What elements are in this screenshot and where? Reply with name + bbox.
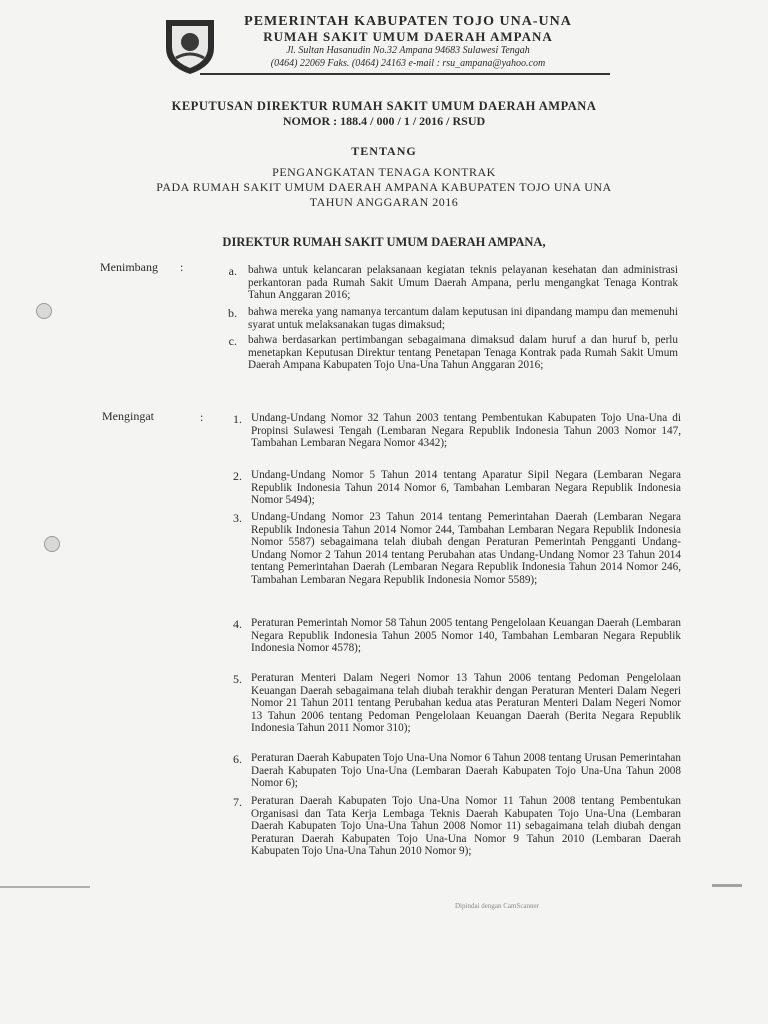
mengingat-item-2-marker: 2. [233, 469, 242, 483]
mengingat-item-3: Undang-Undang Nomor 23 Tahun 2014 tentang Pemerintahan Daerah (Lembaran Negara Republik Indonesia Tahun 2014 Nomor 244, Tambahan Lembaran Negara Republik Indonesia Nomor 5587) sebagaimana telah diubah dengan Peraturan Pemerintah Pengganti Undang-Undang Nomor 2 Tahun 2014 tentang Perubahan atas Undang-Undang Nomor 23 Tahun 2014 tentang Pemerintahan Daerah (Lembaran Negara Republik Indonesia Tahun 2014 Nomor 246, Tambahan Lembaran Negara Republik Indonesia Nomor 5589); [251, 511, 681, 586]
decree-issuer: DIREKTUR RUMAH SAKIT UMUM DAERAH AMPANA, [222, 235, 546, 249]
mengingat-item-1-marker: 1. [233, 412, 242, 426]
decree-title: KEPUTUSAN DIREKTUR RUMAH SAKIT UMUM DAERAH AMPANA [171, 99, 597, 113]
mengingat-colon: : [200, 410, 204, 424]
mengingat-item-1: Undang-Undang Nomor 32 Tahun 2003 tentang Pembentukan Kabupaten Tojo Una-Una di Propinsi Sulawesi Tengah (Lembaran Negara Republik Indonesia Tahun 2003 Nomor 147, Tambahan Lembaran Negara Nomor 4342); [251, 412, 681, 450]
mengingat-item-7-marker: 7. [233, 795, 242, 809]
scanner-watermark: Dipindai dengan CamScanner [455, 902, 539, 910]
menimbang-colon: : [180, 260, 184, 274]
letterhead-contact: (0464) 22069 Faks. (0464) 24163 e-mail : rsu_ampana@yahoo.com [270, 58, 546, 69]
decree-subject-line1: PENGANGKATAN TENAGA KONTRAK [272, 165, 496, 179]
mengingat-item-7: Peraturan Daerah Kabupaten Tojo Una-Una Nomor 11 Tahun 2008 tentang Pembentukan Organisasi dan Tata Kerja Lembaga Teknis Daerah Kabupaten Tojo Una-Una (Lembaran Daerah Kabupaten Tojo Una-Una Tahun 2008 Nomor 11) sebagaimana telah diubah dengan Peraturan Daerah Kabupaten Tojo Una-Una Nomor 9 Tahun 2010 (Lembaran Daerah Kabupaten Tojo Una-Una Tahun 2010 Nomor 9); [251, 795, 681, 858]
menimbang-item-b: bahwa mereka yang namanya tercantum dalam keputusan ini dipandang mampu dan memenuhi syarat untuk melaksanakan tugas dimaksud; [248, 306, 678, 331]
punch-hole-bottom [44, 536, 60, 552]
mengingat-item-5: Peraturan Menteri Dalam Negeri Nomor 13 Tahun 2006 tentang Pedoman Pengelolaan Keuangan Daerah sebagaimana telah diubah terakhir dengan Peraturan Menteri Dalam Negeri Nomor 21 Tahun 2011 tentang Perubahan kedua atas Peraturan Menteri Dalam Negeri Nomor 13 Tahun 2006 tentang Pedoman Pengelolaan Keuangan Daerah (Berita Negara Republik Indonesia Tahun 2011 Nomor 310); [251, 672, 681, 735]
mengingat-item-2: Undang-Undang Nomor 5 Tahun 2014 tentang Aparatur Sipil Negara (Lembaran Negara Republik Indonesia Tahun 2014 Nomor 6, Tambahan Lembaran Negara Republik Indonesia Nomor 5494); [251, 469, 681, 507]
mengingat-item-6-marker: 6. [233, 752, 242, 766]
letterhead-rule [200, 73, 610, 75]
scan-edge-mark [0, 886, 90, 888]
menimbang-item-c-marker: c. [228, 334, 237, 348]
punch-hole-top [36, 303, 52, 319]
letterhead-hospital: RUMAH SAKIT UMUM DAERAH AMPANA [263, 29, 553, 44]
decree-subject-line2: PADA RUMAH SAKIT UMUM DAERAH AMPANA KABUPATEN TOJO UNA UNA [156, 180, 612, 194]
mengingat-item-6: Peraturan Daerah Kabupaten Tojo Una-Una Nomor 6 Tahun 2008 tentang Urusan Pemerintahan Daerah Kabupaten Tojo Una-Una (Lembaran Daerah Kabupaten Tojo Una-Una Tahun 2008 Nomor 6); [251, 752, 681, 790]
menimbang-item-c: bahwa berdasarkan pertimbangan sebagaimana dimaksud dalam huruf a dan huruf b, perlu menetapkan Keputusan Direktur tentang Penetapan Tenaga Kontrak pada Rumah Sakit Umum Daerah Ampana Kabupaten Tojo Una-Una Tahun Anggaran 2016; [248, 334, 678, 372]
decree-about: TENTANG [351, 144, 417, 158]
mengingat-item-3-marker: 3. [233, 511, 242, 525]
scan-edge-mark-right [712, 884, 742, 887]
menimbang-label: Menimbang [100, 260, 158, 274]
menimbang-item-a: bahwa untuk kelancaran pelaksanaan kegiatan teknis pelayanan kesehatan dan administrasi perkantoran pada Rumah Sakit Umum Daerah Ampana, perlu mengangkat Tenaga Kontrak Tahun Anggaran 2016; [248, 264, 678, 302]
mengingat-item-4-marker: 4. [233, 617, 242, 631]
letterhead-address: Jl. Sultan Hasanudin No.32 Ampana 94683 Sulawesi Tengah [286, 45, 530, 56]
menimbang-item-b-marker: b. [228, 306, 237, 320]
mengingat-item-4: Peraturan Pemerintah Nomor 58 Tahun 2005 tentang Pengelolaan Keuangan Daerah (Lembaran Negara Republik Indonesia Tahun 2005 Nomor 140, Tambahan Lembaran Negara Republik Indonesia Nomor 4578); [251, 617, 681, 655]
mengingat-label: Mengingat [102, 409, 154, 423]
menimbang-item-a-marker: a. [228, 264, 237, 278]
mengingat-item-5-marker: 5. [233, 672, 242, 686]
letterhead-government: PEMERINTAH KABUPATEN TOJO UNA-UNA [244, 14, 572, 29]
decree-number: NOMOR : 188.4 / 000 / 1 / 2016 / RSUD [282, 114, 486, 128]
decree-subject-line3: TAHUN ANGGARAN 2016 [309, 195, 459, 209]
